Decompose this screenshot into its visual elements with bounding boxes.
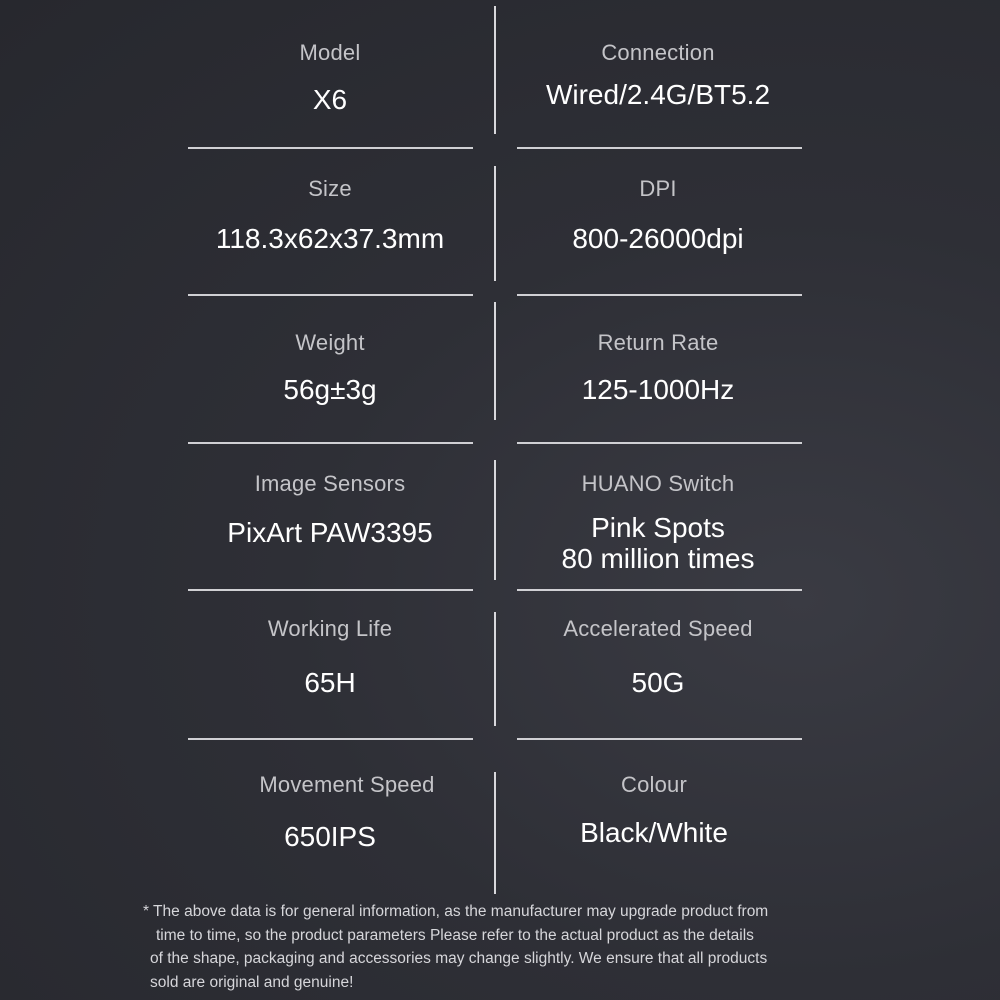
spec-value: Black/White <box>580 817 728 848</box>
spec-value: 118.3x62x37.3mm <box>215 223 445 254</box>
disclaimer-line: sold are original and genuine! <box>150 973 354 991</box>
spec-value-line2: 80 million times <box>561 543 755 574</box>
spec-value: 800-26000dpi <box>572 223 744 254</box>
spec-value: PixArt PAW3395 <box>227 517 433 548</box>
row-divider <box>517 294 802 296</box>
spec-label: Return Rate <box>597 330 719 355</box>
row-divider <box>188 442 473 444</box>
spec-label: DPI <box>639 176 677 201</box>
spec-label: Movement Speed <box>259 772 435 797</box>
spec-huano-switch <box>458 450 858 590</box>
spec-label: Accelerated Speed <box>563 616 753 641</box>
spec-value: 650IPS <box>284 821 376 852</box>
spec-label: Working Life <box>267 616 393 641</box>
spec-label: Size <box>308 176 352 201</box>
spec-label: Model <box>299 40 361 65</box>
spec-connection <box>458 0 858 140</box>
spec-value: 125-1000Hz <box>581 374 735 405</box>
spec-colour <box>454 750 854 890</box>
disclaimer-line: time to time, so the product parameters Please refer to the actual product as the details <box>156 926 754 944</box>
spec-value: 65H <box>304 667 356 698</box>
spec-label: Image Sensors <box>254 471 406 496</box>
spec-accelerated-speed <box>458 600 858 740</box>
row-divider <box>517 442 802 444</box>
spec-dpi <box>458 150 858 290</box>
spec-return-rate <box>458 300 858 440</box>
spec-label: HUANO Switch <box>581 471 735 496</box>
spec-value: Wired/2.4G/BT5.2 <box>545 79 771 110</box>
disclaimer-line: of the shape, packaging and accessories may change slightly. We ensure that all products <box>150 950 768 967</box>
disclaimer-note <box>140 900 860 994</box>
spec-label: Colour <box>620 772 687 797</box>
disclaimer-line: * The above data is for general information, as the manufacturer may upgrade product from <box>143 903 769 920</box>
spec-value-line1: Pink Spots <box>591 512 725 543</box>
spec-value: 56g±3g <box>283 374 377 405</box>
spec-value: X6 <box>312 84 348 115</box>
spec-label: Weight <box>295 330 365 355</box>
row-divider <box>188 147 473 149</box>
spec-value: 50G <box>631 667 685 698</box>
row-divider <box>188 294 473 296</box>
row-divider <box>517 147 802 149</box>
spec-label: Connection <box>601 40 715 65</box>
